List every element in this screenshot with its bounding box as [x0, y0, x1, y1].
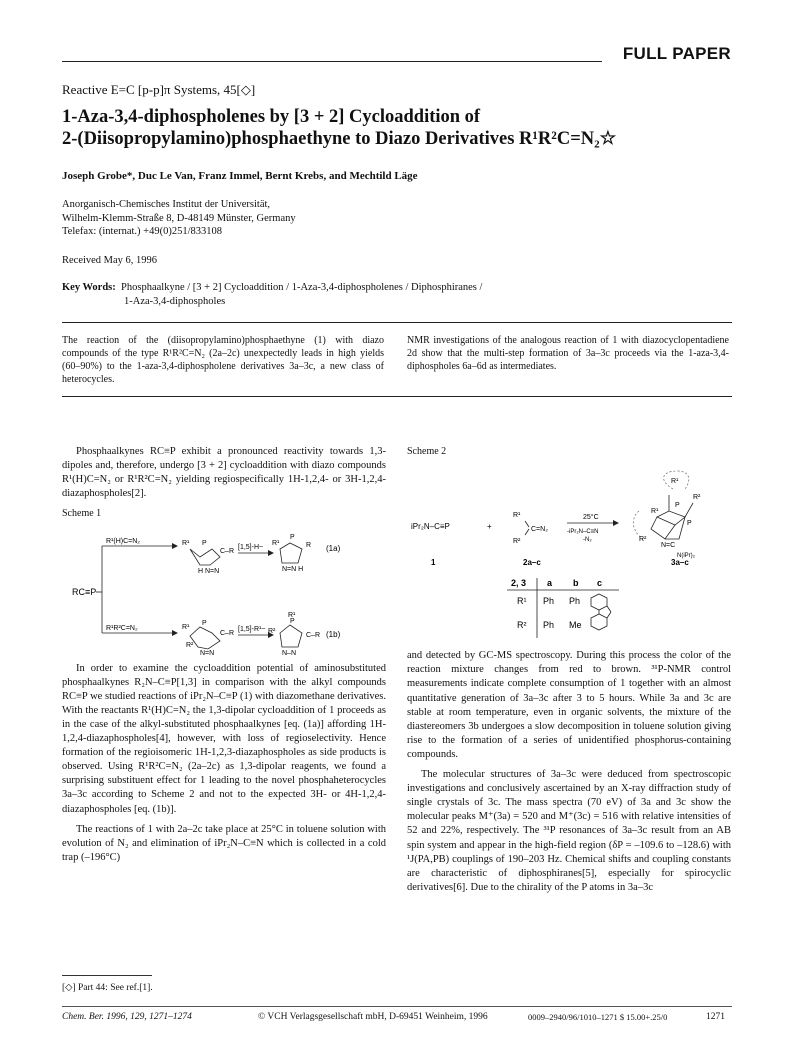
scheme2-cond-n2: -N₂: [583, 537, 592, 544]
scheme1-shift-top: [1,5]-H~: [238, 544, 264, 552]
scheme2-reactant: iPr₂N–C≡P: [411, 522, 450, 532]
abstract-right: NMR investigations of the analogous reaction of 1 with diazocyclopentadiene 2d show that the multi-step formation of 3a–3c proceeds via the 1-aza-3,4-diphospholes 6a–6d as intermediates.: [407, 335, 729, 372]
svg-text:P: P: [290, 618, 295, 626]
svg-text:R²: R²: [693, 494, 701, 502]
svg-text:R¹: R¹: [182, 540, 190, 548]
scheme2-cond-temp: 25°C: [583, 514, 599, 522]
svg-text:H N=N: H N=N: [198, 568, 220, 576]
svg-text:N=N: N=N: [200, 650, 215, 657]
svg-text:C=N₂: C=N₂: [531, 526, 548, 534]
scheme2-label: Scheme 2: [407, 446, 447, 457]
svg-text:R: R: [306, 542, 312, 550]
section-label: FULL PAPER: [622, 44, 731, 63]
scheme2-figure: [407, 459, 731, 569]
svg-text:P: P: [202, 620, 207, 628]
svg-text:R²: R²: [513, 538, 521, 546]
page-number: 1271: [706, 1012, 725, 1022]
svg-text:P: P: [675, 502, 680, 510]
svg-text:R¹: R¹: [513, 512, 521, 520]
fluorenylidene-structure: [591, 594, 611, 630]
body-paragraph: In order to examine the cycloaddition potential of aminosubstituted phosphaalkynes R₂N–C≡P[1,3] in comparison with the alkyl compounds RC≡P we studied reactions of iPr₂N–C≡P (1) with diazomethane derivatives. With the reactants R¹(H)C=N₂ the 1,3-dipolar cycloaddition of 1 proceeds as in the case of the alkyl-substituted phosphaalkynes [eq. (1a)] affording 1H-1,2,4-diazaphospholes[4], however, with loss of regioselectivity. Hence formation of the regioisomeric 1H-1,2,3-diazaphospholes as side products is observed. Using R¹R²C=N₂ (2a–2c) as 1,3-dipolar reagents, we found a surprising substituent effect for 1 leading to the novel phosphaheterocycles 3a–3c according to Scheme 2 and not to the expected 3H- or 4H-1,2,4-diazaphospholes [eq. (1b)].: [62, 662, 386, 815]
scheme1-figure: [62, 521, 386, 656]
svg-text:P: P: [687, 520, 692, 528]
footnote: [◇] Part 44: See ref.[1].: [62, 983, 153, 993]
left-column: [62, 445, 386, 871]
svg-text:R¹: R¹: [182, 624, 190, 632]
right-column: [407, 445, 731, 901]
keywords-line-2: 1-Aza-3,4-diphospholes: [124, 295, 226, 307]
affiliation-line: Telefax: (internat.) +49(0)251/833108: [62, 226, 223, 237]
keywords: [62, 281, 742, 308]
keywords-line-1: Phosphaalkyne / [3 + 2] Cycloaddition / 1-Aza-3,4-diphospholenes / Diphosphiranes /: [121, 282, 483, 293]
svg-text:C–R: C–R: [220, 548, 235, 556]
title-line-1: 1-Aza-3,4-diphospholenes by [3 + 2] Cycloaddition of: [62, 107, 481, 127]
abstract-left: The reaction of the (diisopropylamino)phosphaethyne (1) with diazo compounds of the type R¹R²C=N₂ (2a–2c) unexpectedly leads in high yields (60–90%) to the 1-aza-3,4-diphospholene derivatives 3a–3c, a new class of heterocycles.: [62, 335, 384, 385]
footer-publisher: © VCH Verlagsgesellschaft mbH, D-69451 Weinheim, 1996: [258, 1012, 488, 1022]
svg-text:N(iPr)₂: N(iPr)₂: [677, 553, 695, 560]
svg-text:P: P: [290, 534, 295, 542]
scheme1-bot-reagent: R¹R²C=N₂: [106, 625, 138, 633]
table-cell: Ph: [569, 596, 581, 607]
scheme2-substituent-table: [407, 574, 731, 644]
scheme2-label-2: 2a–c: [523, 558, 541, 568]
keywords-label: Key Words:: [62, 282, 116, 293]
authors: Joseph Grobe*, Duc Le Van, Franz Immel, Bernt Krebs, and Mechtild Läge: [62, 170, 418, 182]
body-paragraph: The reactions of 1 with 2a–2c take place at 25°C in toluene solution with evolution of N₂ and elimination of iPr₂N–C≡N which is collected in a cold trap (–196°C): [62, 823, 386, 863]
svg-text:C–R: C–R: [306, 632, 321, 640]
table-cell: R¹: [517, 596, 527, 607]
body-paragraph: The molecular structures of 3a–3c were deduced from spectroscopic investigations and conclusively ascertained by an X-ray diffraction study of single crystals of 3c. The mass spectra (70 eV) of 3a and 3c show the molecular peaks M⁺(3a) = 520 and M⁺(3c) = 516 with relative intensities of 52 and 22%, respectively. The ³¹P resonances of 3a–3c result from an AB spin system and appear in the high-field region (δP = –109.6 to –128.6) with ¹J(PA,PB) couplings of 190–203 Hz. Chemical shifts and coupling constants are characteristic of diphosphiranes[5], especially for spirocyclic derivatives[6]. Due to the chirality of the P atoms in 3a–3c: [407, 769, 731, 893]
received-date: Received May 6, 1996: [62, 255, 158, 266]
paper-title: [62, 106, 742, 150]
body-paragraph: and detected by GC-MS spectroscopy. During this process the color of the reaction mixture changes from red to brown. ³¹P-NMR control measurements indicate complete consumption of 1 together with an almost quantitative generation of 3a–3c after 3 to 5 hours. While 3a and 3c are stable at room temperature, even in organic solvents, the mixture of the diastereomers 3b undergoes a slow decomposition in toluene solution giving rise to the formation of a series of unidentified phosphorus-containing compounds.: [407, 650, 731, 760]
svg-text:N=N H: N=N H: [282, 566, 304, 574]
table-cell: Me: [569, 620, 582, 631]
table-header-cell: 2, 3: [511, 578, 527, 589]
scheme2-label-1: 1: [431, 558, 436, 568]
scheme2-label-3: 3a–c: [671, 558, 689, 568]
table-header-cell: c: [597, 578, 603, 589]
scheme1-label: Scheme 1: [62, 508, 102, 520]
affiliation: [62, 198, 296, 239]
scheme1-eq-1b: (1b): [326, 630, 341, 640]
intro-paragraph: Phosphaalkynes RC≡P exhibit a pronounced reactivity towards 1,3-dipoles and, therefore, undergo [3 + 2] cycloaddition with diazo compounds R¹(H)C=N₂ or R¹R²C=N₂ yielding regiospecifically 1H-1,2,4- or 3H-1,2,4-diazaphospholes[2].: [62, 446, 386, 500]
header-rule: [62, 61, 602, 62]
scheme2-plus: +: [487, 522, 492, 532]
title-line-2: 2-(Diisopropylamino)phosphaethyne to Diazo Derivatives R¹R²C=N₂☆: [62, 129, 617, 149]
svg-text:R¹: R¹: [651, 508, 659, 516]
table-cell: Ph: [543, 620, 555, 631]
table-header-cell: a: [547, 578, 553, 589]
footnote-rule: [62, 975, 152, 976]
svg-text:R¹: R¹: [671, 478, 679, 486]
series-title: Reactive E=C [p-p]π Systems, 45[◇]: [62, 82, 256, 97]
abstract-bottom-rule: [62, 396, 732, 397]
svg-text:N–N: N–N: [282, 650, 297, 657]
scheme2-cond-elim: -iPr₂N–C≡N: [567, 529, 599, 536]
svg-text:R¹: R¹: [288, 612, 296, 620]
scheme1-shift-bot: [1,5]-R¹~: [238, 626, 266, 634]
table-header-cell: b: [573, 578, 579, 589]
scheme1-top-reagent: R¹(H)C=N₂: [106, 538, 141, 546]
svg-text:P: P: [202, 540, 207, 548]
svg-text:N=C: N=C: [661, 542, 676, 550]
svg-text:R²: R²: [268, 628, 276, 636]
scheme1-eq-1a: (1a): [326, 544, 341, 554]
affiliation-line: Wilhelm-Klemm-Straße 8, D-48149 Münster, Germany: [62, 212, 296, 224]
footer-citation: Chem. Ber. 1996, 129, 1271–1274: [62, 1012, 192, 1022]
scheme1-rcp: RC≡P: [72, 587, 97, 598]
abstract-top-rule: [62, 322, 732, 323]
svg-text:C–R: C–R: [220, 630, 235, 638]
table-cell: Ph: [543, 596, 555, 607]
svg-text:R²: R²: [639, 536, 647, 544]
affiliation-line: Anorganisch-Chemisches Institut der Universität,: [62, 199, 271, 210]
table-cell: R²: [517, 620, 527, 631]
footer-rule: [62, 1006, 732, 1007]
svg-text:R¹: R¹: [272, 540, 280, 548]
svg-text:R²: R²: [186, 642, 194, 650]
footer-code: 0009–2940/96/1010–1271 $ 15.00+.25/0: [528, 1012, 668, 1022]
